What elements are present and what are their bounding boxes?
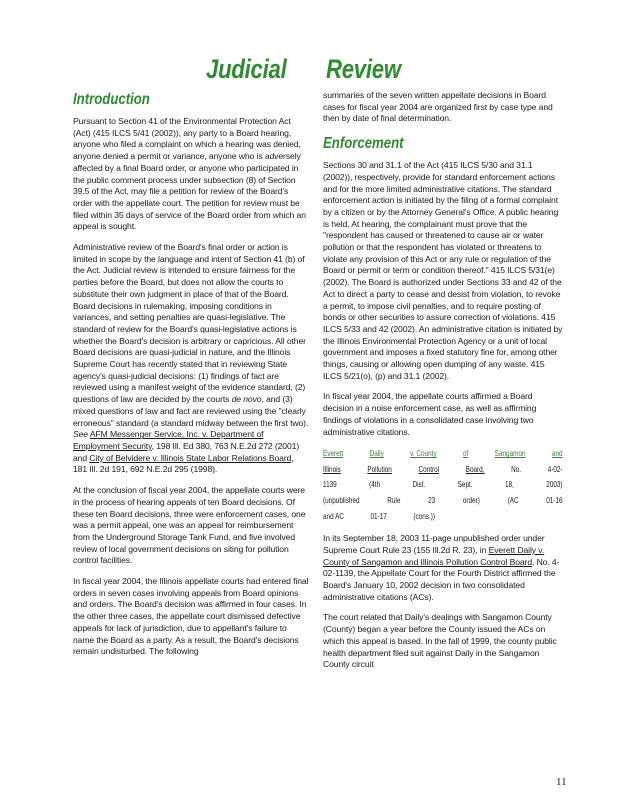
paragraph-text: , and (3) mixed questions of law and fact are reviewed using the "clearly erroneous" standard (a standard midway between the first two). [73,394,309,428]
caption-word: Everett [323,449,344,459]
case-citation-daily: Everett Daily v. County of Sangamon and Illinois Pollution Control Board [323,544,545,567]
introduction-paragraph-3: At the conclusion of fiscal year 2004, the appellate courts were in the process of hearing appeals of ten Board decisions. Of these ten Board decisions, three were enforcement cases, one was a permit appeal, one was an appeal for reimbursement from the Underground Storage Tank Fund, and five involved review of local government decisions on siting for pollution control facilities. [73,485,306,566]
paragraph-text: , No. 4-02-1139, the Appellate Court for the Fourth District affirmed the Board's January 10, 2002 decision in two consolidated administrative citations (ACs). [323,556,560,602]
introduction-paragraph-1: Pursuant to Section 41 of the Environmental Protection Act (Act) (415 ILCS 5/41 (2002)), any party to a Board hearing, anyone who filed a complaint on which a hearing was denied, anyone denied a permit or variance, anyone who is adversely affected by a final Board order, or anyone who participated in the public comment process under subsection (8) of Section 39.5 of the Act, may file a petition for review of the Board's order with the appellate court. The petition for review must be filed within 35 days of service of the Board order from which an appeal is sought. [73,116,306,232]
caption-word: No. [511,464,522,474]
caption-word: Control [418,464,440,474]
enforcement-heading: Enforcement [323,135,404,153]
caption-word: v. County [410,449,437,459]
title-word-judicial: Judicial [206,54,287,84]
case-citation-afm: AFM Messenger Service, Inc. v. Department of Employment Security [73,429,264,451]
see-signal: See [73,429,88,440]
caption-word: and [551,449,563,459]
caption-word: Illinois [323,464,341,474]
case-caption-line [323,493,563,509]
introduction-paragraph-2 [73,242,309,476]
caption-word: 01-16 [546,496,563,506]
caption-word: (4th [369,480,381,490]
page-number: 11 [556,776,567,788]
introduction-heading: Introduction [73,91,150,108]
caption-word: Sangamon [494,449,526,459]
case-caption-line [323,509,563,525]
caption-word: 1139 [323,480,337,490]
paragraph-text: In its September 18, 2003 11-page unpublished order under Supreme Court Rule 23 (155 Ill.2d R. 23), in [323,533,545,555]
caption-word: (cons.)) [413,511,435,521]
case-citation-belvidere: City of Belvidere v. Illinois State Labor Relations Board [89,452,292,463]
case-caption-block [323,446,563,524]
enforcement-paragraph-4: The court related that Daily's dealings with Sangamon County (County) began a year before the County issued the ACs on which this appeal is based. In the fall of 1999, the county public health department filed suit against Daily in the Sangamon County circuit [323,612,557,670]
caption-word: Pollution [367,464,392,474]
caption-word: 23 [428,496,436,506]
continued-paragraph: summaries of the seven written appellate decisions in Board cases for fiscal year 2004 are organized first by case type and then by date of final determination. [323,90,553,124]
caption-word: Rule [387,496,401,506]
case-caption-line [323,446,563,462]
caption-word: Dist. [412,480,426,490]
caption-word: and AC [323,511,344,521]
title-word-review: Review [326,54,401,84]
caption-word: of [462,449,469,459]
case-caption-line [323,462,563,478]
enforcement-paragraph-3 [323,533,563,603]
caption-word: (AC [507,496,519,506]
enforcement-paragraph-2: In fiscal year 2004, the appellate courts affirmed a Board decision in a noise enforcement case, as well as affirming findings of violations in a consolidated case involving two administrative citations. [323,391,537,437]
caption-word: 4-02- [547,464,563,474]
caption-word: 2003) [546,480,563,490]
page-title [0,54,618,88]
caption-word: 01-17 [370,511,387,521]
left-column [73,90,309,658]
paragraph-text: , 181 Ill. 2d 191, 692 N.E.2d 295 (1998). [73,452,294,475]
right-column [323,90,563,671]
caption-word: Daily [369,449,384,459]
case-caption-line [323,477,563,493]
caption-word: Sept. [457,480,473,490]
paragraph-text: , 198 Ill. Ed 380, 763 N.E.2d 272 (2001) and [73,440,300,463]
caption-word: order) [462,496,480,506]
caption-word: (unpublished [323,496,360,506]
de-novo-term: de novo [231,394,262,405]
paragraph-text: Administrative review of the Board's final order or action is limited in scope by the language and intent of Section 41 (b) of the Act. Judicial review is intended to ensure fairness for the parties before the Board, but does not allow the courts to substitute their own judgment in place of that of the Board. Board decisions in rulemaking, imposing conditions in variances, and setting penalties are quasi-legislative. The standard of review for the Board's quasi-legislative actions is whether the Board's decision is arbitrary or capricious. All other Board decisions are quasi-judicial in nature, and the Illinois Supreme Court has recently stated that in reviewing State agency's quasi-judicial decisions: (1) findings of fact are reviewed using a manifest weight of the evidence standard, (2) questions of law are decided by the courts [73,242,306,405]
caption-word: 18, [504,480,514,490]
caption-word: Board, [465,464,485,474]
introduction-paragraph-4: In fiscal year 2004, the Illinois appellate courts had entered final orders in seven cases involving appeals from Board opinions and orders. The Board's decision was affirmed in four cases. In the other three cases, the appellate court dismissed defective appeals for lack of jurisdiction, due to appellant's failure to name the Board as a party. As a result, the Board's decisions remain undisturbed. The following [73,576,309,657]
enforcement-paragraph-1: Sections 30 and 31.1 of the Act (415 ILCS 5/30 and 31.1 (2002)), respectively, provide for standard enforcement actions and for the more limited administrative citations. The standard enforcement action is initiated by the filing of a formal complaint by a citizen or by the Attorney General's Office. A public hearing is held. At hearing, the complainant must prove that the "respondent has caused or threatened to cause air or water pollution or that the respondent has violated or threatens to violate any provision of this Act or any rule or regulation of the Board or permit or term or condition thereof." 415 ILCS 5/31(e)(2002). The Board is authorized under Sections 33 and 42 of the Act to direct a party to cease and desist from violation, to revoke a permit, to impose civil penalties, and to require posting of bonds or other securities to assure correction of violations. 415 ILCS 5/33 and 42 (2002). An administrative citation is initiated by the Illinois Environmental Protection Agency or a unit of local government and imposes a fixed statutory fine for, among other things, causing or allowing open dumping of any waste. 415 ILCS 5/21(o), (p) and 31.1 (2002). [323,160,563,381]
